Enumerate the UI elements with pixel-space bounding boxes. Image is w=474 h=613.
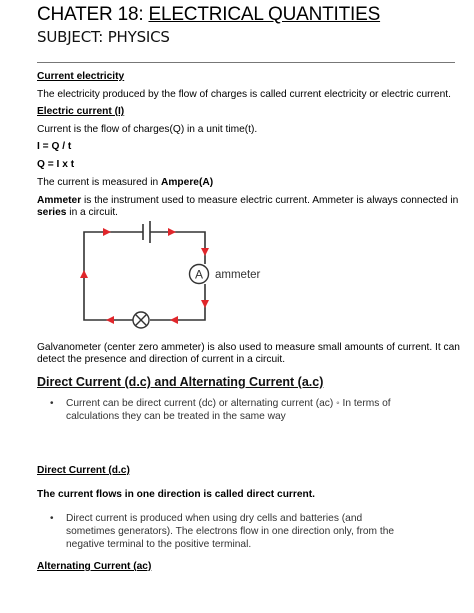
- dc-ac-bullet-line-1: Current can be direct current (dc) or alternating current (ac) ◦ In terms of: [66, 398, 391, 409]
- dc-bullet-line-2: sometimes generators). The electrons flow in one direction only, from the: [66, 526, 395, 537]
- current-arrow-icon: [201, 300, 209, 308]
- ammeter-icon: [190, 265, 209, 284]
- series-term: series: [37, 207, 67, 218]
- galvanometer-line-2: detect the presence and direction of current in a circuit.: [37, 354, 286, 365]
- current-arrow-icon: [80, 270, 88, 278]
- lamp-icon: [133, 312, 149, 328]
- title-prefix: CHATER 18:: [37, 4, 149, 25]
- dc-definition: The current flows in one direction is called direct current.: [37, 489, 315, 500]
- ammeter-term: Ammeter: [37, 195, 82, 206]
- ammeter-label: ammeter: [215, 269, 261, 281]
- current-electricity-heading: Current electricity: [37, 71, 125, 82]
- bullet-icon: •: [50, 398, 54, 409]
- current-electricity-body: The electricity produced by the flow of charges is called current electricity or electric current.: [37, 89, 451, 100]
- electric-current-definition: Current is the flow of charges(Q) in a unit time(t).: [37, 124, 258, 135]
- dc-ac-bullet-line-2: calculations they can be treated in the same way: [66, 411, 286, 422]
- current-arrow-icon: [201, 248, 209, 256]
- ammeter-symbol: A: [194, 267, 204, 282]
- electric-current-heading: Electric current (I): [37, 106, 125, 117]
- title-main: ELECTRICAL QUANTITIES: [148, 4, 381, 25]
- dc-ac-heading: Direct Current (d.c) and Alternating Current (a.c): [37, 375, 324, 389]
- ammeter-line-1-rest: is the instrument used to measure electric current. Ammeter is always connected in: [81, 195, 459, 206]
- wire-top-right: [150, 232, 205, 264]
- battery-icon: [143, 221, 150, 243]
- bullet-icon: •: [50, 513, 54, 524]
- dc-bullet-line-1: Direct current is produced when using dry cells and batteries (and: [66, 513, 363, 524]
- ac-heading: Alternating Current (ac): [37, 561, 152, 572]
- wire-right-bottom: [150, 284, 205, 320]
- subject-line: SUBJECT: PHYSICS: [37, 28, 170, 46]
- current-arrow-icon: [168, 228, 176, 236]
- current-arrow-icon: [103, 228, 111, 236]
- ammeter-line-2-rest: in a circuit.: [66, 207, 118, 218]
- galvanometer-line-1: Galvanometer (center zero ammeter) is also used to measure small amounts of current. It can: [37, 342, 460, 353]
- dc-bullet-line-3: negative terminal to the positive terminal.: [66, 539, 252, 550]
- formula-charge: Q = I x t: [37, 159, 75, 170]
- formula-current: I = Q / t: [37, 141, 72, 152]
- current-arrow-icon: [106, 316, 114, 324]
- measured-prefix: The current is measured in: [37, 177, 162, 188]
- measured-unit: Ampere(A): [161, 177, 214, 188]
- dc-heading: Direct Current (d.c): [37, 465, 130, 476]
- current-arrow-icon: [170, 316, 178, 324]
- wire-top-left: [84, 232, 143, 320]
